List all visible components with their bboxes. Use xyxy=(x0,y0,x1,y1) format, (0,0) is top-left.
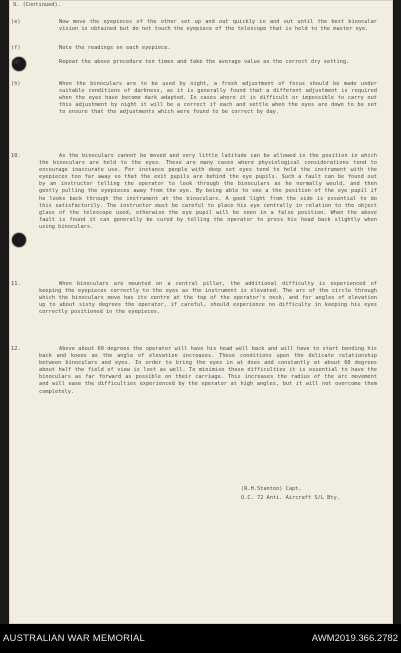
document-body xyxy=(9,0,393,624)
paragraph-marker: (f) xyxy=(11,45,21,51)
paragraph-marker: 11. xyxy=(11,281,21,287)
signature-unit: O.C. 72 Anti. Aircraft S/L Bty. xyxy=(241,495,340,501)
archive-footer xyxy=(0,624,401,653)
paragraph-text: Now move the eyepieces of the other set up and out quickly in and out until the best binocular vision is obtained but do not touch the eyepiece of the telescope that is held to the master eye. xyxy=(59,19,377,33)
paragraph-text: When the binoculars are to be used by night, a fresh adjustment of focus should be made under suitable conditions of darkness, as it is generally found that a different adjustment is required when the eyes have become dark adapted. In cases where it is difficult or impossible to carry out this adjustment by night it will be a correct if each and settle when the eyes are down to be set to ensure that the adjustments which were found to be correct by day. xyxy=(59,81,377,116)
archive-name: AUSTRALIAN WAR MEMORIAL xyxy=(3,633,146,644)
paragraph-marker: 12. xyxy=(11,346,21,352)
paragraph-text: Repeat the above procedure ten times and take the average value as the correct dry setting. xyxy=(59,59,350,65)
section-heading: 9. (Continued). xyxy=(13,2,61,8)
document-page xyxy=(9,0,393,624)
paragraph-marker: (e) xyxy=(11,19,21,25)
paragraph-text: Above about 60 degrees the operator will have his head well back and will have to start bending his back and knees as the angle of elevation increases. These conditions upon the delicate relationship between binoculars and eyes. In order to bring the eyes in at does and constantly at about 60 degrees about half the field of view is lost as well. To minimise these difficulties it is essential to have the binoculars as far forward as possible on their carriage. This increases the radius of the arc movement and will ease the difficulties experienced by the operator at high angles, but it will not overcome them completely. xyxy=(39,346,377,395)
paragraph-text: As the binoculars cannot be moved and very little latitude can be allowed in the position in which the binoculars are held to the eyes. These are many cases where physiological considerations tend to encourage inaccurate use. For instance people with deep set eyes tend to hold the instrument with the eyepieces too far away so that the exit pupils are behind the eye pupils. Such a fault can be found out by an instructor telling the operator to look through the binoculars as he normally would, and then gently pulling the eyepieces away from the eye. By being able to see a the position of the eye pupil if he looks back through the instrument at the binoculars. A good light from the side is essential to do this satisfactorily. The instructor must be careful to place his eye centrally in relation to the object glass of the telescope used, otherwise the eye pupil will be seen in a false position. When the above fault is found it can generally be cured by telling the operator to press his head back slightly when using binoculars. xyxy=(39,153,377,230)
paragraph-marker: (h) xyxy=(11,81,21,87)
paragraph-marker: 10. xyxy=(11,153,21,159)
paragraph-text: Note the readings on each eyepiece. xyxy=(59,45,171,51)
signature-name: (R.H.Stanton) Capt. xyxy=(241,486,302,492)
archive-reference: AWM2019.366.2782 xyxy=(311,633,398,644)
paragraph-marker: (g) xyxy=(11,59,21,65)
paragraph-text: When binoculars are mounted on a central pillar, the additional difficulty is experienced of keeping the eyepieces correctly to the eyes as the instrument is elevated. The arc of the circle through which the binoculars move has its centre at the top of the operator's neck, and for angles of elevation up to about sixty degrees the operator, if careful, should experience no difficulty in keeping his eyes correctly positioned in the eyepieces. xyxy=(39,281,377,316)
